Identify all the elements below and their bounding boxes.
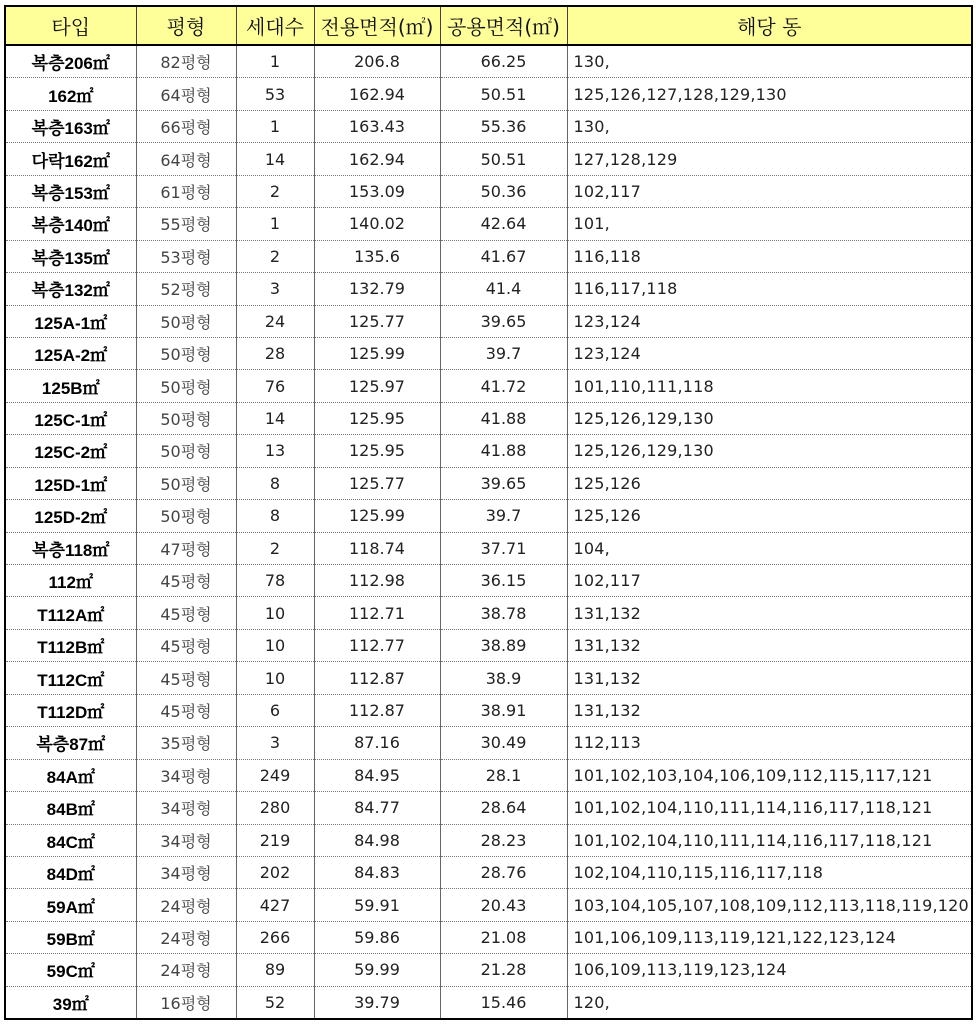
exclusive-area-cell: 84.95 [314,759,440,791]
units-cell: 13 [236,435,314,467]
dong-cell: 131,132 [567,694,972,726]
exclusive-area-cell: 112.71 [314,597,440,629]
units-cell: 1 [236,110,314,142]
header-units: 세대수 [236,6,314,45]
dong-cell: 123,124 [567,337,972,369]
header-dong: 해당 동 [567,6,972,45]
exclusive-area-cell: 163.43 [314,110,440,142]
pyeong-cell: 52평형 [136,273,236,305]
pyeong-cell: 50평형 [136,467,236,499]
exclusive-area-cell: 125.97 [314,370,440,402]
units-cell: 6 [236,694,314,726]
dong-cell: 131,132 [567,629,972,661]
exclusive-area-cell: 84.98 [314,824,440,856]
apartment-type-table [4,5,973,1020]
common-area-cell: 38.89 [440,629,567,661]
type-cell: 복층87㎡ [5,727,136,759]
dong-cell: 125,126 [567,467,972,499]
table-row [5,45,972,78]
table-row [5,889,972,921]
pyeong-cell: 45평형 [136,597,236,629]
table-row [5,337,972,369]
type-cell: 복층135㎡ [5,240,136,272]
type-cell: 125D-1㎡ [5,467,136,499]
table-row [5,727,972,759]
type-cell: 125A-1㎡ [5,305,136,337]
type-cell: 다락162㎡ [5,143,136,175]
dong-cell: 102,117 [567,175,972,207]
header-pyeong: 평형 [136,6,236,45]
table-body [5,45,972,1019]
pyeong-cell: 45평형 [136,694,236,726]
table-row [5,629,972,661]
pyeong-cell: 53평형 [136,240,236,272]
apartment-type-table-container [4,5,971,1020]
units-cell: 24 [236,305,314,337]
pyeong-cell: 66평형 [136,110,236,142]
table-row [5,921,972,953]
units-cell: 219 [236,824,314,856]
type-cell: 125C-1㎡ [5,402,136,434]
table-row [5,954,972,986]
common-area-cell: 15.46 [440,986,567,1019]
dong-cell: 123,124 [567,305,972,337]
exclusive-area-cell: 112.87 [314,662,440,694]
common-area-cell: 39.65 [440,467,567,499]
table-row [5,759,972,791]
units-cell: 1 [236,208,314,240]
type-cell: 125B㎡ [5,370,136,402]
pyeong-cell: 34평형 [136,759,236,791]
pyeong-cell: 45평형 [136,629,236,661]
units-cell: 249 [236,759,314,791]
exclusive-area-cell: 132.79 [314,273,440,305]
type-cell: 복층132㎡ [5,273,136,305]
table-row [5,565,972,597]
type-cell: 112㎡ [5,565,136,597]
exclusive-area-cell: 140.02 [314,208,440,240]
units-cell: 2 [236,532,314,564]
common-area-cell: 28.76 [440,856,567,888]
exclusive-area-cell: 125.95 [314,402,440,434]
units-cell: 53 [236,78,314,110]
dong-cell: 125,126,129,130 [567,402,972,434]
pyeong-cell: 24평형 [136,889,236,921]
type-cell: 84B㎡ [5,792,136,824]
type-cell: 84D㎡ [5,856,136,888]
pyeong-cell: 47평형 [136,532,236,564]
type-cell: T112A㎡ [5,597,136,629]
units-cell: 8 [236,467,314,499]
common-area-cell: 50.51 [440,78,567,110]
common-area-cell: 37.71 [440,532,567,564]
pyeong-cell: 45평형 [136,565,236,597]
table-row [5,370,972,402]
exclusive-area-cell: 112.77 [314,629,440,661]
table-row [5,597,972,629]
pyeong-cell: 45평형 [136,662,236,694]
units-cell: 280 [236,792,314,824]
units-cell: 427 [236,889,314,921]
exclusive-area-cell: 125.77 [314,467,440,499]
table-row [5,110,972,142]
dong-cell: 106,109,113,119,123,124 [567,954,972,986]
type-cell: 59B㎡ [5,921,136,953]
dong-cell: 125,126 [567,500,972,532]
table-row [5,694,972,726]
table-row [5,435,972,467]
exclusive-area-cell: 112.98 [314,565,440,597]
units-cell: 266 [236,921,314,953]
type-cell: T112B㎡ [5,629,136,661]
type-cell: 59C㎡ [5,954,136,986]
type-cell: 복층118㎡ [5,532,136,564]
units-cell: 10 [236,597,314,629]
exclusive-area-cell: 39.79 [314,986,440,1019]
exclusive-area-cell: 162.94 [314,143,440,175]
units-cell: 89 [236,954,314,986]
table-row [5,532,972,564]
header-exclusive-area: 전용면적(㎡) [314,6,440,45]
dong-cell: 103,104,105,107,108,109,112,113,118,119,120 [567,889,972,921]
common-area-cell: 41.72 [440,370,567,402]
dong-cell: 102,117 [567,565,972,597]
units-cell: 52 [236,986,314,1019]
units-cell: 202 [236,856,314,888]
type-cell: 39㎡ [5,986,136,1019]
exclusive-area-cell: 125.95 [314,435,440,467]
exclusive-area-cell: 59.86 [314,921,440,953]
common-area-cell: 38.91 [440,694,567,726]
common-area-cell: 21.08 [440,921,567,953]
dong-cell: 125,126,127,128,129,130 [567,78,972,110]
units-cell: 3 [236,727,314,759]
common-area-cell: 66.25 [440,45,567,78]
exclusive-area-cell: 125.99 [314,337,440,369]
table-row [5,824,972,856]
type-cell: 59A㎡ [5,889,136,921]
exclusive-area-cell: 153.09 [314,175,440,207]
exclusive-area-cell: 84.77 [314,792,440,824]
common-area-cell: 38.9 [440,662,567,694]
type-cell: 125A-2㎡ [5,337,136,369]
exclusive-area-cell: 206.8 [314,45,440,78]
type-cell: 복층163㎡ [5,110,136,142]
type-cell: 복층140㎡ [5,208,136,240]
table-row [5,175,972,207]
pyeong-cell: 64평형 [136,78,236,110]
type-cell: 84C㎡ [5,824,136,856]
common-area-cell: 28.1 [440,759,567,791]
common-area-cell: 50.51 [440,143,567,175]
header-common-area: 공용면적(㎡) [440,6,567,45]
common-area-cell: 50.36 [440,175,567,207]
pyeong-cell: 50평형 [136,337,236,369]
common-area-cell: 36.15 [440,565,567,597]
units-cell: 10 [236,629,314,661]
pyeong-cell: 35평형 [136,727,236,759]
pyeong-cell: 50평형 [136,435,236,467]
common-area-cell: 39.7 [440,337,567,369]
dong-cell: 101, [567,208,972,240]
exclusive-area-cell: 125.77 [314,305,440,337]
table-row [5,856,972,888]
dong-cell: 127,128,129 [567,143,972,175]
type-cell: T112C㎡ [5,662,136,694]
pyeong-cell: 34평형 [136,792,236,824]
dong-cell: 104, [567,532,972,564]
table-row [5,986,972,1019]
table-row [5,208,972,240]
pyeong-cell: 16평형 [136,986,236,1019]
type-cell: 84A㎡ [5,759,136,791]
units-cell: 2 [236,175,314,207]
table-row [5,402,972,434]
common-area-cell: 41.4 [440,273,567,305]
pyeong-cell: 24평형 [136,921,236,953]
dong-cell: 130, [567,45,972,78]
common-area-cell: 39.65 [440,305,567,337]
dong-cell: 120, [567,986,972,1019]
type-cell: 125C-2㎡ [5,435,136,467]
pyeong-cell: 50평형 [136,500,236,532]
exclusive-area-cell: 84.83 [314,856,440,888]
units-cell: 78 [236,565,314,597]
pyeong-cell: 64평형 [136,143,236,175]
table-row [5,240,972,272]
common-area-cell: 38.78 [440,597,567,629]
type-cell: 125D-2㎡ [5,500,136,532]
units-cell: 1 [236,45,314,78]
dong-cell: 130, [567,110,972,142]
dong-cell: 116,118 [567,240,972,272]
type-cell: 복층206㎡ [5,45,136,78]
common-area-cell: 28.64 [440,792,567,824]
table-row [5,662,972,694]
common-area-cell: 30.49 [440,727,567,759]
dong-cell: 112,113 [567,727,972,759]
table-row [5,305,972,337]
common-area-cell: 39.7 [440,500,567,532]
table-row [5,273,972,305]
units-cell: 2 [236,240,314,272]
exclusive-area-cell: 87.16 [314,727,440,759]
dong-cell: 102,104,110,115,116,117,118 [567,856,972,888]
common-area-cell: 42.64 [440,208,567,240]
units-cell: 3 [236,273,314,305]
header-row [5,6,972,45]
pyeong-cell: 50평형 [136,370,236,402]
dong-cell: 116,117,118 [567,273,972,305]
pyeong-cell: 82평형 [136,45,236,78]
pyeong-cell: 34평형 [136,856,236,888]
common-area-cell: 21.28 [440,954,567,986]
type-cell: 복층153㎡ [5,175,136,207]
dong-cell: 101,102,104,110,111,114,116,117,118,121 [567,792,972,824]
exclusive-area-cell: 112.87 [314,694,440,726]
pyeong-cell: 34평형 [136,824,236,856]
pyeong-cell: 24평형 [136,954,236,986]
table-row [5,792,972,824]
common-area-cell: 41.67 [440,240,567,272]
pyeong-cell: 50평형 [136,402,236,434]
units-cell: 14 [236,143,314,175]
exclusive-area-cell: 125.99 [314,500,440,532]
dong-cell: 101,106,109,113,119,121,122,123,124 [567,921,972,953]
exclusive-area-cell: 59.91 [314,889,440,921]
exclusive-area-cell: 118.74 [314,532,440,564]
pyeong-cell: 50평형 [136,305,236,337]
exclusive-area-cell: 162.94 [314,78,440,110]
table-row [5,143,972,175]
common-area-cell: 41.88 [440,435,567,467]
common-area-cell: 28.23 [440,824,567,856]
type-cell: 162㎡ [5,78,136,110]
dong-cell: 101,102,103,104,106,109,112,115,117,121 [567,759,972,791]
units-cell: 76 [236,370,314,402]
units-cell: 14 [236,402,314,434]
exclusive-area-cell: 135.6 [314,240,440,272]
exclusive-area-cell: 59.99 [314,954,440,986]
dong-cell: 101,110,111,118 [567,370,972,402]
type-cell: T112D㎡ [5,694,136,726]
table-row [5,467,972,499]
units-cell: 28 [236,337,314,369]
units-cell: 8 [236,500,314,532]
dong-cell: 101,102,104,110,111,114,116,117,118,121 [567,824,972,856]
dong-cell: 131,132 [567,662,972,694]
pyeong-cell: 61평형 [136,175,236,207]
table-row [5,500,972,532]
header-type: 타입 [5,6,136,45]
common-area-cell: 41.88 [440,402,567,434]
table-row [5,78,972,110]
common-area-cell: 20.43 [440,889,567,921]
dong-cell: 131,132 [567,597,972,629]
dong-cell: 125,126,129,130 [567,435,972,467]
common-area-cell: 55.36 [440,110,567,142]
units-cell: 10 [236,662,314,694]
pyeong-cell: 55평형 [136,208,236,240]
